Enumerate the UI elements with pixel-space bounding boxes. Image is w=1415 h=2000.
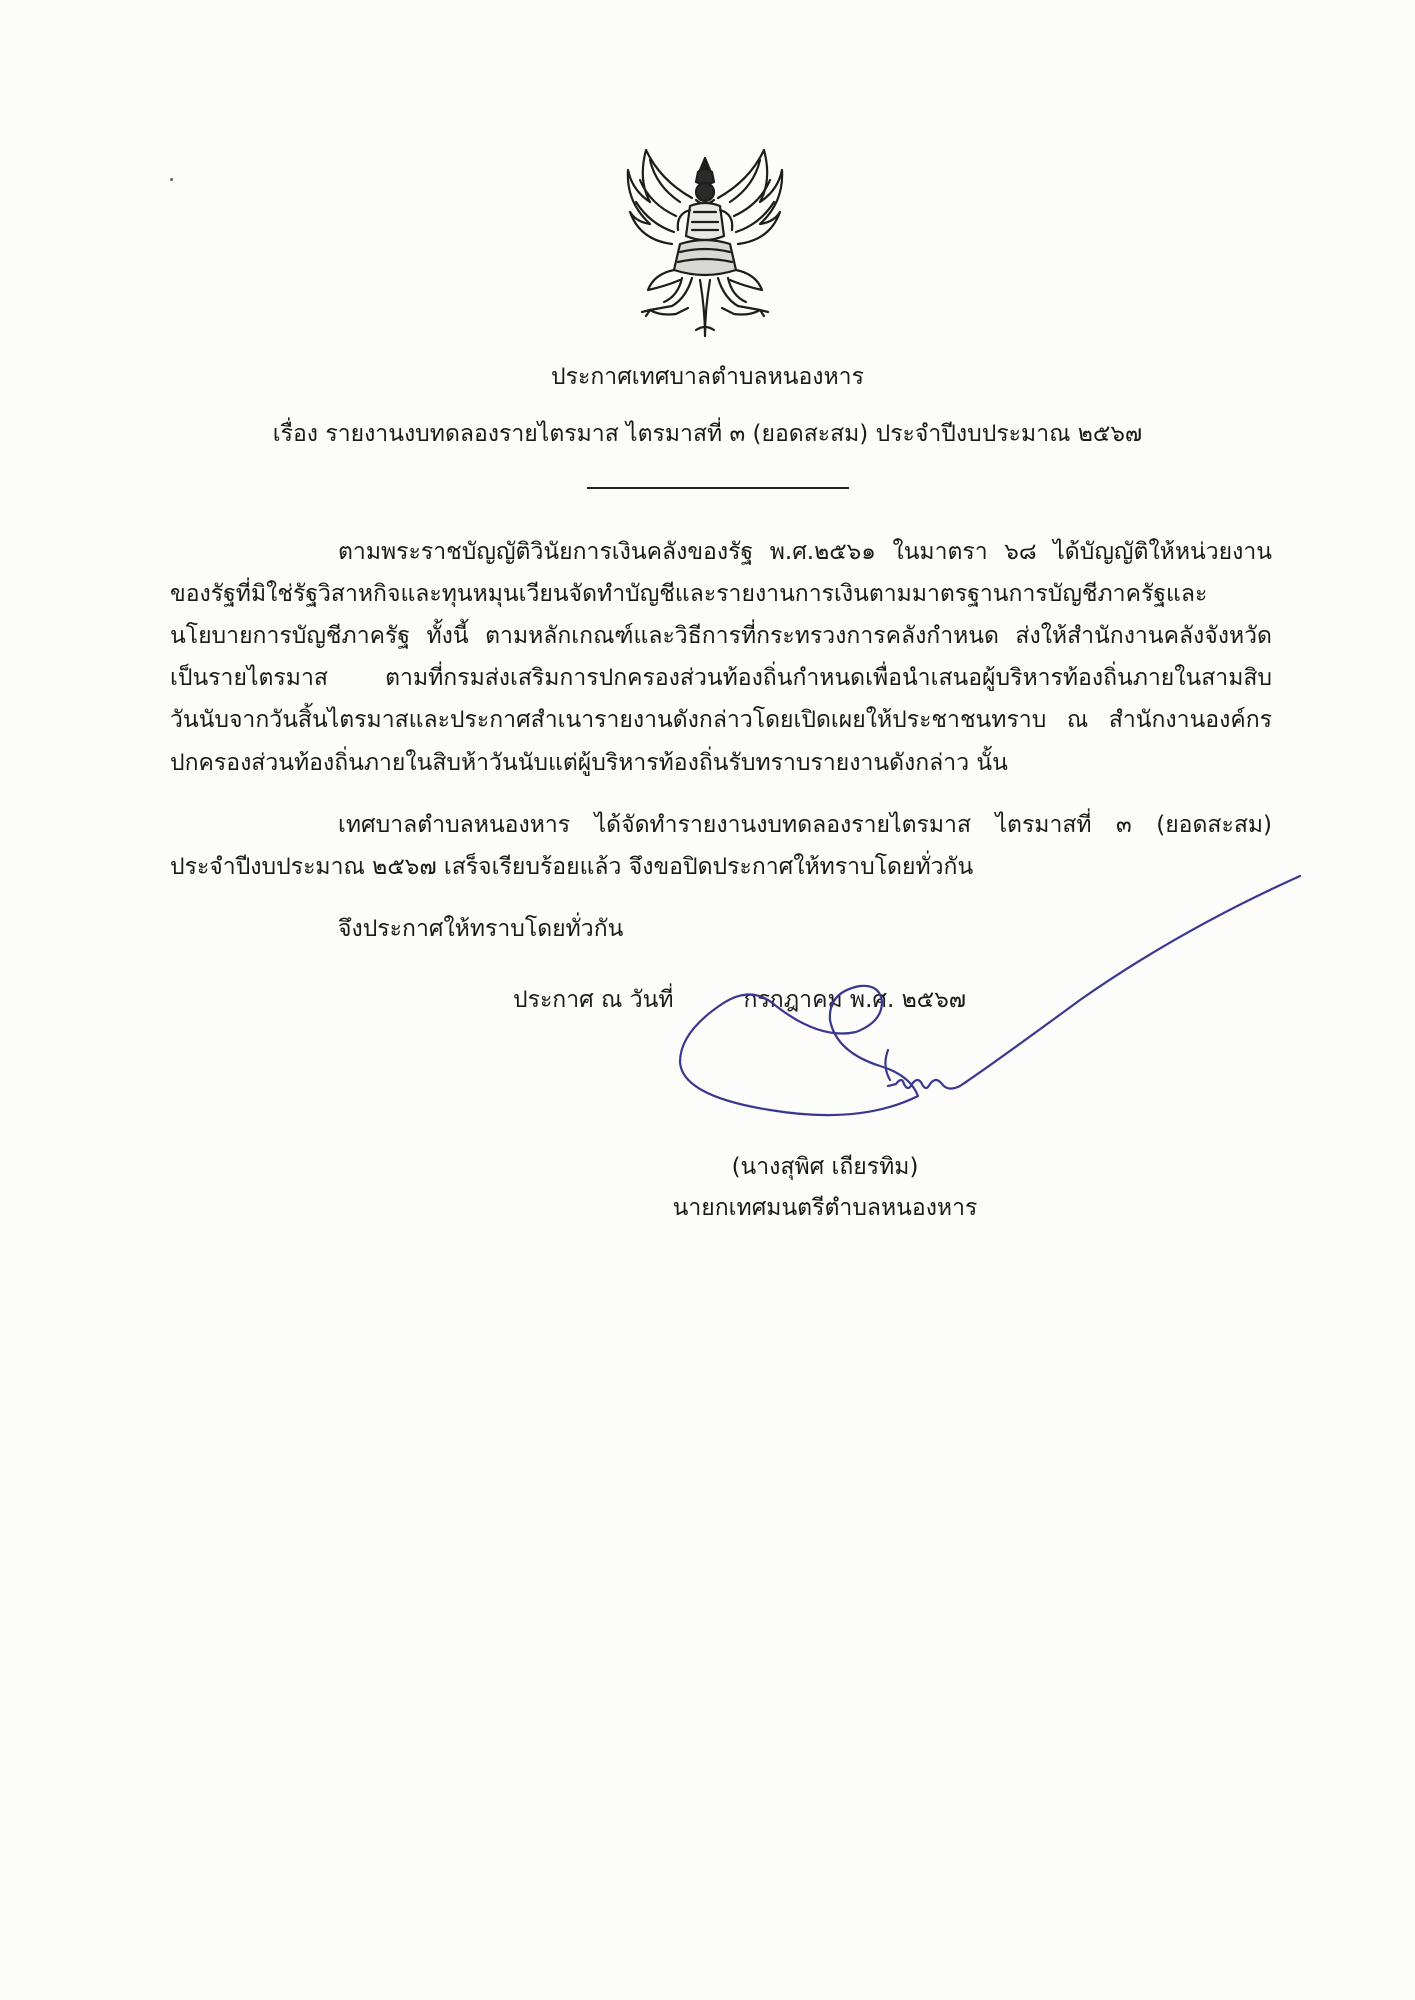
paragraph-1-line-1: ตามพระราชบัญญัติวินัยการเงินคลังของรัฐ พ.ศ.๒๕๖๑ ในมาตรา ๖๘ ได้บัญญัติให้หน่วยงาน	[338, 539, 1272, 565]
announcement-subject: เรื่อง รายงานงบทดลองรายไตรมาส ไตรมาสที่ ๓ (ยอดสะสม) ประจำปีงบประมาณ ๒๕๖๗	[272, 421, 1143, 447]
paragraph-1-line-3: นโยบายการบัญชีภาครัฐ ทั้งนี้ ตามหลักเกณฑ์และวิธีการที่กระทรวงการคลังกำหนด ส่งให้สำนักงานคลังจังหวัด	[170, 623, 1272, 649]
date-month-year: กรกฎาคม พ.ศ. ๒๕๖๗	[743, 987, 967, 1013]
date-prefix: ประกาศ ณ วันที่	[513, 987, 674, 1013]
scan-speck	[170, 178, 173, 181]
paragraph-2-line-1: เทศบาลตำบลหนองหาร ได้จัดทำรายงานงบทดลองรายไตรมาส ไตรมาสที่ ๓ (ยอดสะสม)	[338, 812, 1272, 838]
paragraph-1-line-5: วันนับจากวันสิ้นไตรมาสและประกาศสำเนารายงานดังกล่าวโดยเปิดเผยให้ประชาชนทราบ ณ สำนักงานองค์กร	[170, 707, 1272, 733]
announcement-date	[513, 985, 966, 1015]
signer-title: นายกเทศมนตรีตำบลหนองหาร	[672, 1195, 978, 1221]
signer-name: (นางสุพิศ เถียรทิม)	[731, 1154, 919, 1180]
garuda-emblem-icon	[620, 140, 790, 345]
closing-statement: จึงประกาศให้ทราบโดยทั่วกัน	[338, 916, 624, 942]
announcement-heading: ประกาศเทศบาลตำบลหนองหาร	[551, 364, 864, 390]
paragraph-1-line-2: ของรัฐที่มิใช่รัฐวิสาหกิจและทุนหมุนเวียนจัดทำบัญชีและรายงานการเงินตามมาตรฐานการบัญชีภาครัฐและ	[170, 581, 1208, 607]
paragraph-1-line-4: เป็นรายไตรมาส ตามที่กรมส่งเสริมการปกครองส่วนท้องถิ่นกำหนดเพื่อนำเสนอผู้บริหารท้องถิ่นภายในสามสิบ	[170, 665, 1272, 691]
heading-divider	[587, 487, 849, 489]
paragraph-1-line-6: ปกครองส่วนท้องถิ่นภายในสิบห้าวันนับแต่ผู้บริหารท้องถิ่นรับทราบรายงานดังกล่าว นั้น	[170, 750, 1008, 776]
paragraph-2-line-2: ประจำปีงบประมาณ ๒๕๖๗ เสร็จเรียบร้อยแล้ว จึงขอปิดประกาศให้ทราบโดยทั่วกัน	[170, 854, 974, 880]
